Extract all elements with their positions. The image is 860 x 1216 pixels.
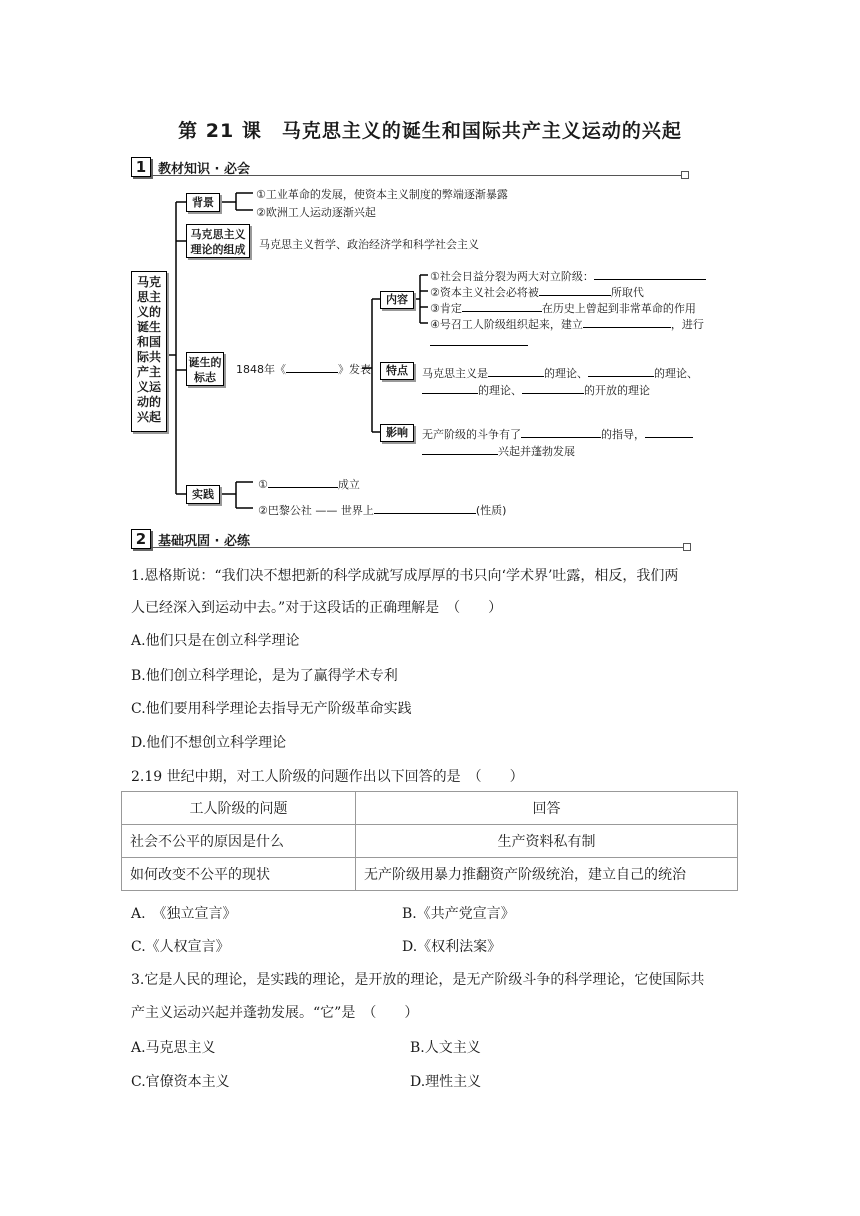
- background-box: 背景: [186, 193, 220, 212]
- question-stem: 2.19 世纪中期，对工人阶级的问题作出以下回答的是 （ ）: [131, 769, 524, 785]
- root-line: 动的: [136, 395, 161, 409]
- page-title: 第 21 课 马克思主义的诞生和国际共产主义运动的兴起: [178, 120, 682, 142]
- event-suffix: 》发表: [338, 363, 371, 376]
- question-stem: 1.恩格斯说：“我们决不想把新的科学成就写成厚厚的书只向‘学术界’吐露，相反，我们两: [131, 568, 679, 584]
- fill-blank: [522, 383, 584, 394]
- answer-option-d[interactable]: D.他们不想创立科学理论: [131, 735, 287, 751]
- answer-option-c[interactable]: C.他们要用科学理论去指导无产阶级革命实践: [131, 701, 412, 717]
- influence-line-1: [422, 426, 693, 442]
- practice-text: ②巴黎公社 —— 世界上: [258, 504, 374, 517]
- answer-option-d[interactable]: D.《权利法案》: [402, 939, 502, 955]
- content-text: ④号召工人阶级组织起来，建立: [430, 318, 583, 331]
- root-line: 思主: [136, 290, 161, 304]
- table-row: [122, 825, 738, 858]
- answer-option-b[interactable]: B.《共产党宣言》: [402, 906, 515, 922]
- section-number: 1: [131, 157, 151, 177]
- diagram-root-box: [131, 271, 167, 432]
- content-item-3: [430, 300, 696, 316]
- content-text: ，进行: [670, 318, 704, 331]
- answer-option-a[interactable]: A. 《独立宣言》: [131, 906, 237, 922]
- fill-blank: [268, 477, 338, 488]
- content-text: ③肯定: [430, 302, 462, 315]
- content-item-4: [430, 316, 704, 332]
- table-cell: 如何改变不公平的现状: [122, 858, 356, 891]
- practice-text: ①: [258, 478, 268, 491]
- table-header: 回答: [356, 792, 738, 825]
- table-row: [122, 858, 738, 891]
- components-text: 马克思主义哲学、政治经济学和科学社会主义: [259, 238, 479, 251]
- fill-blank: [521, 427, 601, 438]
- root-line: 兴起: [136, 410, 161, 424]
- root-line: 际共: [136, 350, 161, 364]
- content-text: 在历史上曾起到非常革命的作用: [541, 302, 696, 315]
- section-label: 基础巩固 · 必练: [158, 534, 250, 549]
- root-line: 诞生: [136, 320, 161, 334]
- features-line-1: [422, 365, 698, 381]
- question-stem: 人已经深入到运动中去。”对于这段话的正确理解是 （ ）: [131, 600, 503, 616]
- divider: [151, 547, 683, 548]
- answer-option-b[interactable]: B.他们创立科学理论，是为了赢得学术专利: [131, 668, 398, 684]
- components-label: 马克思主义: [190, 228, 246, 241]
- content-box: 内容: [380, 291, 414, 309]
- content-text: 所取代: [610, 286, 644, 299]
- features-box: 特点: [380, 362, 414, 380]
- table-cell: 社会不公平的原因是什么: [122, 825, 356, 858]
- table-cell: 无产阶级用暴力推翻资产阶级统治，建立自己的统治: [356, 858, 738, 891]
- section-number: 2: [131, 529, 151, 549]
- fill-blank: [645, 427, 693, 438]
- features-text: 的开放的理论: [584, 384, 650, 397]
- birth-label: 诞生的: [188, 356, 222, 369]
- features-line-2: [422, 382, 650, 398]
- practice-text: 成立: [337, 478, 360, 491]
- fill-blank: [286, 362, 338, 373]
- birth-label: 标志: [194, 371, 216, 384]
- root-line: 和国: [136, 335, 161, 349]
- section-end-marker: [683, 543, 691, 551]
- fill-blank: [588, 366, 654, 377]
- content-item-1: [430, 268, 706, 284]
- components-label: 理论的组成: [190, 243, 246, 256]
- content-item-2: [430, 284, 644, 300]
- root-line: 产主: [136, 365, 161, 379]
- content-text: ①社会日益分裂为两大对立阶级：: [430, 270, 594, 283]
- answer-option-c[interactable]: C.官僚资本主义: [131, 1074, 230, 1090]
- question-table: [121, 791, 738, 891]
- birth-box: [186, 352, 224, 386]
- content-text: ②资本主义社会必将被: [430, 286, 539, 299]
- background-item: ①工业革命的发展，使资本主义制度的弊端逐渐暴露: [256, 188, 508, 201]
- section-label: 教材知识 · 必会: [158, 162, 250, 177]
- root-line: 义运: [136, 380, 161, 394]
- influence-box: 影响: [380, 424, 414, 442]
- features-text: 马克思主义是: [422, 367, 488, 380]
- background-item: ②欧洲工人运动逐渐兴起: [256, 206, 376, 219]
- influence-text: 兴起并蓬勃发展: [498, 445, 575, 458]
- influence-text: 无产阶级的斗争有了: [422, 428, 521, 441]
- fill-blank: [422, 383, 478, 394]
- event-prefix: 1848年《: [236, 363, 286, 376]
- table-header: 工人阶级的问题: [122, 792, 356, 825]
- fill-blank: [374, 503, 476, 514]
- section-header-practice: [131, 529, 683, 549]
- fill-blank: [422, 444, 498, 455]
- fill-blank: [488, 366, 544, 377]
- fill-blank: [430, 335, 528, 346]
- fill-blank: [462, 301, 542, 312]
- birth-event: [236, 361, 371, 377]
- table-cell: 生产资料私有制: [356, 825, 738, 858]
- table-header-row: [122, 792, 738, 825]
- fill-blank: [583, 317, 671, 328]
- features-text: 的理论、: [654, 367, 698, 380]
- answer-option-b[interactable]: B.人文主义: [410, 1040, 481, 1056]
- question-stem: 3.它是人民的理论，是实践的理论，是开放的理论，是无产阶级斗争的科学理论，它使国际共: [131, 972, 705, 988]
- influence-line-2: [422, 443, 575, 459]
- features-text: 的理论、: [544, 367, 588, 380]
- fill-blank: [594, 269, 706, 280]
- answer-option-d[interactable]: D.理性主义: [410, 1074, 482, 1090]
- practice-item-1: [258, 476, 360, 492]
- root-line: 义的: [136, 305, 161, 319]
- root-line: 马克: [136, 275, 161, 289]
- fill-blank: [539, 285, 611, 296]
- practice-item-2: [258, 502, 506, 518]
- practice-box: 实践: [186, 485, 220, 504]
- practice-text: (性质): [475, 504, 507, 517]
- answer-option-a[interactable]: A.他们只是在创立科学理论: [131, 633, 300, 649]
- question-stem: 产主义运动兴起并蓬勃发展。“它”是 （ ）: [131, 1005, 419, 1021]
- components-box: [186, 224, 250, 258]
- answer-option-c[interactable]: C.《人权宣言》: [131, 939, 230, 955]
- answer-option-a[interactable]: A.马克思主义: [131, 1040, 216, 1056]
- features-text: 的理论、: [478, 384, 522, 397]
- influence-text: 的指导，: [601, 428, 645, 441]
